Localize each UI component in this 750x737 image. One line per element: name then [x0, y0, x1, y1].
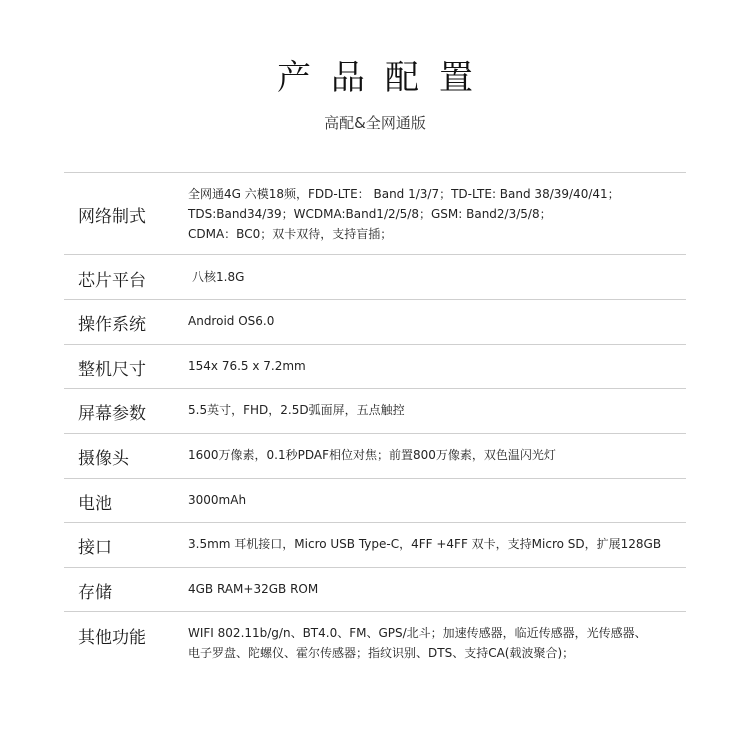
spec-value-line: 3.5mm 耳机接口，Micro USB Type-C，4FF +4FF 双卡，支持Micro SD，扩展128GB	[188, 537, 662, 551]
spec-label: 接口	[78, 538, 112, 558]
spec-label: 芯片平台	[78, 271, 146, 291]
spec-value	[188, 534, 686, 554]
spec-label: 摄像头	[78, 449, 129, 469]
spec-table	[64, 172, 686, 672]
spec-value	[188, 445, 686, 465]
spec-label: 电池	[78, 494, 112, 514]
spec-row-screen	[64, 389, 686, 434]
spec-label: 操作系统	[78, 315, 146, 335]
spec-value	[188, 311, 686, 331]
spec-value-line: TDS:Band34/39；WCDMA:Band1/2/5/8；GSM: Band2/3/5/8；	[188, 207, 552, 221]
spec-row-dimensions	[64, 345, 686, 389]
spec-value	[188, 579, 686, 599]
spec-value-line: 154x 76.5 x 7.2mm	[188, 359, 306, 373]
spec-label: 其他功能	[78, 628, 146, 648]
spec-value-line: 八核1.8G	[192, 270, 245, 284]
spec-row-camera	[64, 434, 686, 479]
spec-row-os	[64, 300, 686, 345]
spec-value	[188, 356, 686, 376]
spec-row-other-features	[64, 612, 686, 672]
spec-label: 存储	[78, 583, 112, 603]
page-title: 产品配置	[277, 58, 493, 98]
spec-value-line: 3000mAh	[188, 493, 247, 507]
spec-value	[188, 400, 686, 420]
spec-row-storage	[64, 568, 686, 612]
spec-value-line: 5.5英寸，FHD，2.5D弧面屏，五点触控	[188, 403, 405, 417]
spec-value	[188, 623, 686, 663]
spec-value-line: 电子罗盘、陀螺仪、霍尔传感器；指纹识别、DTS、支持CA(载波聚合)；	[188, 646, 575, 660]
spec-label: 屏幕参数	[78, 404, 146, 424]
spec-value-line: Android OS6.0	[188, 314, 275, 328]
spec-row-network	[64, 173, 686, 255]
page-subtitle: 高配&全网通版	[324, 114, 426, 132]
spec-value	[188, 267, 686, 287]
spec-value-line: 全网通4G 六模18频，FDD-LTE： Band 1/3/7；TD-LTE: Band 38/39/40/41；	[188, 187, 620, 201]
spec-value	[188, 184, 686, 244]
spec-row-chipset	[64, 255, 686, 300]
spec-label: 整机尺寸	[78, 360, 146, 380]
spec-value-line: WIFI 802.11b/g/n、BT4.0、FM、GPS/北斗；加速传感器，临近传感器，光传感器、	[188, 626, 647, 640]
spec-label: 网络制式	[78, 207, 146, 227]
spec-value-line: 4GB RAM+32GB ROM	[188, 582, 319, 596]
spec-value-line: CDMA：BC0；双卡双待，支持盲插；	[188, 227, 393, 241]
spec-row-ports	[64, 523, 686, 568]
spec-value	[188, 490, 686, 510]
spec-row-battery	[64, 479, 686, 523]
spec-value-line: 1600万像素，0.1秒PDAF相位对焦；前置800万像素，双色温闪光灯	[188, 448, 556, 462]
